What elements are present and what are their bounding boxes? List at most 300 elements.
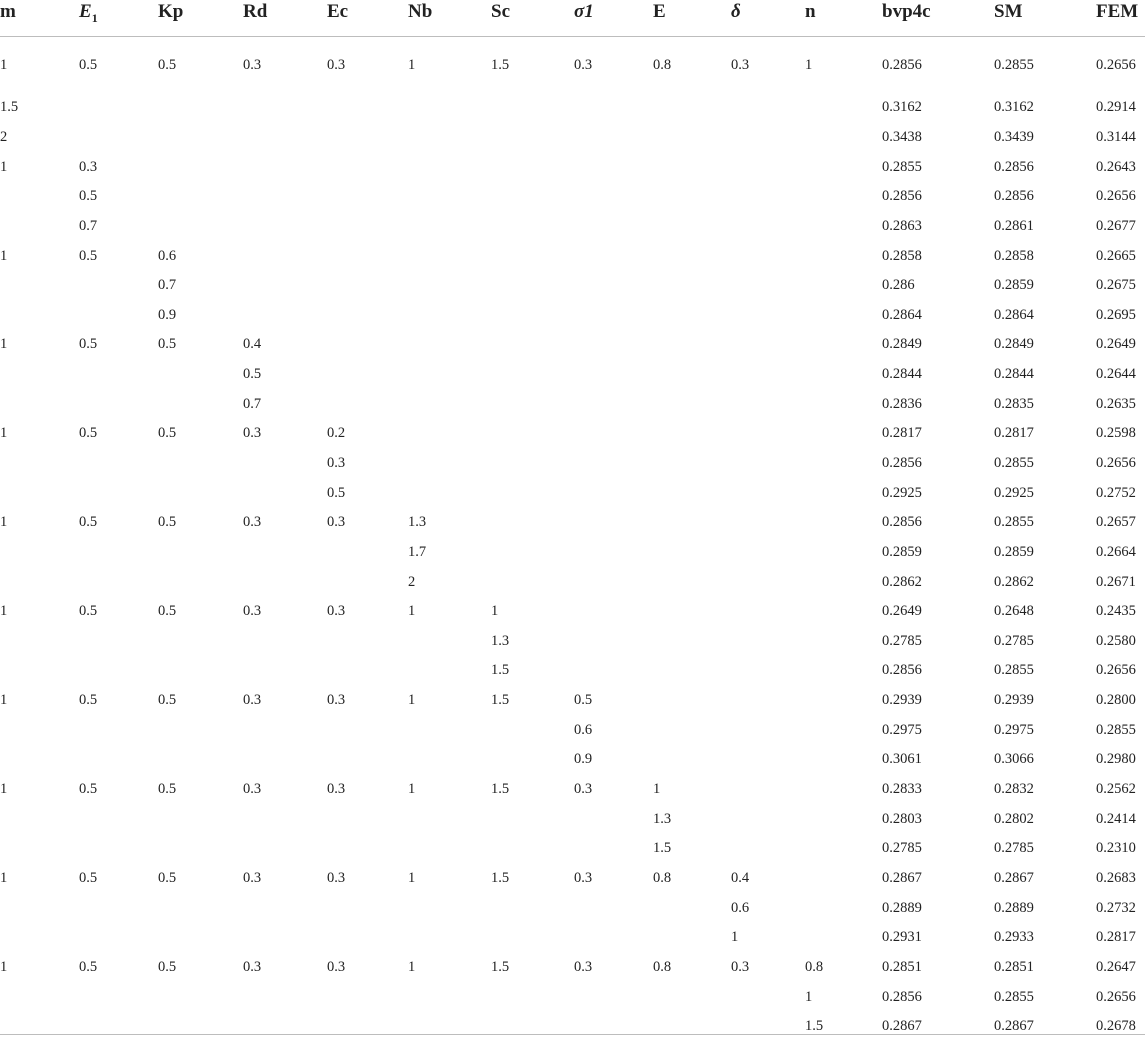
table-cell: 0.5 [79,247,98,264]
table-cell: 0.2635 [1096,395,1136,412]
header-kp: Kp [158,1,184,22]
table-cell [574,182,653,212]
table-cell [653,893,731,923]
table-cell [731,182,805,212]
table-cell: 0.2856 [882,988,922,1005]
table-cell: 0.5 [327,484,346,501]
table-cell [0,389,79,419]
table-cell: 1 [408,869,416,886]
table-cell [408,389,491,419]
table-cell [574,834,653,864]
table-cell [805,241,882,271]
table-cell [491,478,574,508]
table-cell: 0.3162 [882,99,922,116]
table-row [0,834,1145,864]
table-cell: 0.2664 [1096,543,1136,560]
table-cell [805,182,882,212]
table-cell: 1.3 [408,514,427,531]
table-cell [491,360,574,390]
table-cell [731,389,805,419]
table-cell: 1 [0,56,8,73]
table-cell: 0.2925 [882,484,922,501]
table-cell: 0.3 [327,958,346,975]
header-n: n [805,1,816,22]
table-cell [653,478,731,508]
table-cell [0,656,79,686]
table-cell [653,389,731,419]
table-cell [491,123,574,153]
table-cell [158,152,243,182]
table-cell [158,627,243,657]
table-cell [408,745,491,775]
table-cell: 0.2859 [994,277,1034,294]
table-row [0,37,1145,94]
table-cell: 1.7 [408,543,427,560]
table-cell: 0.3 [243,56,262,73]
table-cell: 1 [805,56,813,73]
table-cell [243,834,327,864]
table-cell [574,152,653,182]
table-cell [408,656,491,686]
table-cell [327,123,408,153]
table-cell: 0.7 [158,277,177,294]
table-cell: 0.5 [158,869,177,886]
table-cell [574,893,653,923]
table-cell [408,627,491,657]
table-cell [574,419,653,449]
table-cell: 0.2677 [1096,217,1136,234]
table-cell: 1 [491,603,499,620]
table-cell [731,686,805,716]
table-cell [491,419,574,449]
table-cell: 0.6 [158,247,177,264]
table-cell [731,360,805,390]
table-cell [491,182,574,212]
table-cell [243,745,327,775]
table-cell: 0.2867 [882,1018,922,1035]
table-cell [574,389,653,419]
table-cell [243,271,327,301]
table-cell [0,300,79,330]
table-cell: 0.8 [653,958,672,975]
table-cell [491,449,574,479]
table-cell: 0.5 [79,56,98,73]
header-sc: Sc [491,1,510,22]
table-cell [491,804,574,834]
table-cell: 0.2867 [882,869,922,886]
table-cell [653,508,731,538]
table-cell: 1 [0,692,8,709]
header-nb: Nb [408,1,433,22]
table-cell [731,1012,805,1042]
table-cell: 0.2785 [994,632,1034,649]
table-cell [574,93,653,123]
table-cell [158,93,243,123]
table-cell [327,300,408,330]
table-cell [158,893,243,923]
table-cell: 1 [408,56,416,73]
table-cell: 1 [408,958,416,975]
table-cell [243,538,327,568]
table-cell [491,212,574,242]
table-cell: 0.2683 [1096,869,1136,886]
table-cell [0,715,79,745]
table-cell: 0.2675 [1096,277,1136,294]
table-cell: 1.5 [491,869,510,886]
header-bvp4c: bvp4c [882,1,931,22]
table-cell [79,745,158,775]
table-cell [491,508,574,538]
table-cell: 0.2861 [994,217,1034,234]
table-cell [805,864,882,894]
table-cell: 0.2836 [882,395,922,412]
table-cell [805,597,882,627]
table-cell: 0.2835 [994,395,1034,412]
table-cell [731,330,805,360]
table-cell: 0.2435 [1096,603,1136,620]
table-cell [327,271,408,301]
table-cell [805,123,882,153]
table-cell [0,923,79,953]
table-cell [79,804,158,834]
table-cell [731,419,805,449]
table-cell: 0.2856 [994,188,1034,205]
table-cell [158,478,243,508]
table-cell [491,152,574,182]
table-cell [805,893,882,923]
table-cell [805,923,882,953]
table-cell [491,745,574,775]
table-row [0,419,1145,449]
table-cell [574,449,653,479]
table-cell: 0.3144 [1096,128,1136,145]
table-cell [327,745,408,775]
table-cell [79,360,158,390]
table-cell [327,804,408,834]
table-cell: 0.2817 [1096,929,1136,946]
table-cell [574,241,653,271]
table-cell: 0.2832 [994,781,1034,798]
table-row [0,597,1145,627]
table-cell [731,449,805,479]
table-cell [243,182,327,212]
table-cell: 0.2644 [1096,366,1136,383]
table-cell: 0.5 [79,958,98,975]
table-cell: 0.3 [327,692,346,709]
table-row [0,923,1145,953]
table-cell [158,360,243,390]
table-cell [408,982,491,1012]
table-cell [158,745,243,775]
table-cell: 0.2855 [994,56,1034,73]
table-cell [408,330,491,360]
table-cell: 0.3 [243,692,262,709]
table-cell [79,923,158,953]
table-cell [653,538,731,568]
table-cell [574,271,653,301]
table-cell [327,1012,408,1042]
table-cell: 0.2855 [1096,721,1136,738]
table-cell: 0.3 [574,869,593,886]
table-cell: 0.5 [243,366,262,383]
table-cell: 0.2859 [882,543,922,560]
table-row [0,567,1145,597]
table-cell [243,93,327,123]
table-cell: 0.2695 [1096,306,1136,323]
table-cell [243,804,327,834]
table-cell [731,834,805,864]
table-cell: 0.2785 [994,840,1034,857]
table-cell [243,656,327,686]
table-cell [0,1012,79,1042]
table-cell [731,123,805,153]
table-cell [653,686,731,716]
table-cell: 0.2844 [994,366,1034,383]
table-cell [731,982,805,1012]
table-cell [408,893,491,923]
table-cell [491,271,574,301]
table-cell [243,300,327,330]
table-cell [653,567,731,597]
table-cell [574,478,653,508]
table-cell [408,93,491,123]
table-row [0,123,1145,153]
table-cell [79,389,158,419]
table-cell: 0.2855 [994,988,1034,1005]
table-cell [731,775,805,805]
table-cell [79,93,158,123]
table-cell: 0.5 [79,781,98,798]
table-cell: 0.2656 [1096,56,1136,73]
table-row [0,271,1145,301]
header-sm: SM [994,1,1023,22]
table-cell: 0.2310 [1096,840,1136,857]
table-cell: 0.2933 [994,929,1034,946]
table-cell: 0.3 [574,958,593,975]
table-cell [0,627,79,657]
table-cell: 1.5 [491,56,510,73]
table-row [0,93,1145,123]
table-cell [574,982,653,1012]
table-cell: 0.3 [243,425,262,442]
table-cell [805,449,882,479]
table-cell [805,271,882,301]
table-cell [574,567,653,597]
table-cell [158,1012,243,1042]
table-cell [158,656,243,686]
table-cell [327,923,408,953]
table-cell [243,627,327,657]
table-cell [491,715,574,745]
table-cell: 1 [0,336,8,353]
table-cell: 0.2889 [994,899,1034,916]
table-cell: 1 [0,958,8,975]
table-cell: 0.2851 [882,958,922,975]
table-cell [79,300,158,330]
table-cell: 0.2580 [1096,632,1136,649]
table-cell [158,212,243,242]
table-cell: 1.5 [491,662,510,679]
table-cell: 0.8 [653,869,672,886]
table-cell [731,627,805,657]
table-cell: 0.3 [327,455,346,471]
table-cell: 0.3 [327,603,346,620]
table-cell [805,478,882,508]
table-row [0,864,1145,894]
table-cell: 0.2665 [1096,247,1136,264]
table-row [0,715,1145,745]
table-cell [79,123,158,153]
table-cell: 0.3 [243,514,262,531]
table-cell: 1 [0,247,8,264]
table-cell [327,330,408,360]
table-cell [653,419,731,449]
table-cell: 0.7 [243,395,262,412]
table-cell: 0.2656 [1096,455,1136,471]
header-ec: Ec [327,1,349,22]
table-cell [0,804,79,834]
table-cell [408,1012,491,1042]
table-cell [79,834,158,864]
table-cell: 0.3 [243,869,262,886]
table-cell [805,567,882,597]
table-cell [408,360,491,390]
table-cell: 1 [0,158,8,175]
table-cell: 1 [0,781,8,798]
table-cell [731,478,805,508]
table-cell [805,656,882,686]
table-cell: 0.2889 [882,899,922,916]
table-cell: 0.2562 [1096,781,1136,798]
table-cell: 0.2859 [994,543,1034,560]
table-cell [0,360,79,390]
table-row [0,241,1145,271]
table-cell: 0.5 [79,514,98,531]
table-cell: 0.3 [243,958,262,975]
table-cell [327,893,408,923]
table-cell: 0.7 [79,217,98,234]
table-cell [408,182,491,212]
table-cell [653,982,731,1012]
table-cell: 1 [805,988,813,1005]
table-cell: 0.3 [574,56,593,73]
table-cell: 0.5 [79,425,98,442]
header-fem: FEM [1096,1,1139,22]
table-cell [574,597,653,627]
table-cell: 0.2980 [1096,751,1136,768]
table-cell: 0.2939 [882,692,922,709]
table-cell: 0.2849 [882,336,922,353]
table-row [0,212,1145,242]
table-cell [158,182,243,212]
table-row [0,538,1145,568]
table-cell: 1.5 [491,781,510,798]
table-cell [805,419,882,449]
table-cell: 0.5 [79,336,98,353]
table-cell [574,212,653,242]
table-cell [327,241,408,271]
table-cell [0,182,79,212]
table-cell [653,330,731,360]
table-cell [731,508,805,538]
table-cell [491,330,574,360]
table-cell: 0.2649 [1096,336,1136,353]
table-cell [731,745,805,775]
header-row [0,0,1145,37]
table-cell [653,360,731,390]
table-cell [574,360,653,390]
table-cell [327,538,408,568]
table-cell: 0.5 [79,692,98,709]
table-cell [327,834,408,864]
table-cell [574,508,653,538]
table-cell [158,123,243,153]
table-cell [79,715,158,745]
table-row [0,982,1145,1012]
table-cell: 0.5 [79,603,98,620]
table-cell: 0.2785 [882,632,922,649]
table-cell [79,538,158,568]
table-cell: 0.4 [731,869,750,886]
table-cell [653,627,731,657]
table-cell: 1.5 [491,958,510,975]
table-cell [805,300,882,330]
table-cell: 0.3 [243,781,262,798]
table-cell: 1.3 [491,632,510,649]
table-cell [158,715,243,745]
table-cell: 0.5 [79,188,98,205]
table-cell: 0.2800 [1096,692,1136,709]
table-cell: 0.2855 [994,455,1034,471]
table-cell [491,93,574,123]
table-cell: 0.2855 [994,514,1034,531]
table-cell [491,1012,574,1042]
table-cell [491,300,574,330]
table-cell [327,152,408,182]
table-row [0,804,1145,834]
table-cell [243,123,327,153]
table-cell [243,567,327,597]
table-cell: 1.5 [805,1018,824,1035]
table-row [0,745,1145,775]
header-m: m [0,1,16,22]
table-cell: 0.2802 [994,810,1034,827]
table-cell: 0.3 [731,56,750,73]
table-cell: 1 [0,425,8,442]
table-cell [158,567,243,597]
table-row [0,627,1145,657]
table-cell: 0.2851 [994,958,1034,975]
table-cell [79,893,158,923]
table-cell [653,300,731,330]
table-cell [805,627,882,657]
table-cell: 1 [731,929,739,946]
table-cell: 1.5 [0,99,19,116]
table-cell: 0.9 [158,306,177,323]
table-cell: 1 [0,869,8,886]
table-cell [491,389,574,419]
table-cell [653,93,731,123]
table-cell: 0.5 [158,425,177,442]
table-cell [327,93,408,123]
table-cell [243,152,327,182]
table-cell [805,360,882,390]
table-cell [79,656,158,686]
table-cell [327,656,408,686]
table-cell [243,982,327,1012]
table-cell [653,1012,731,1042]
table-cell [491,538,574,568]
